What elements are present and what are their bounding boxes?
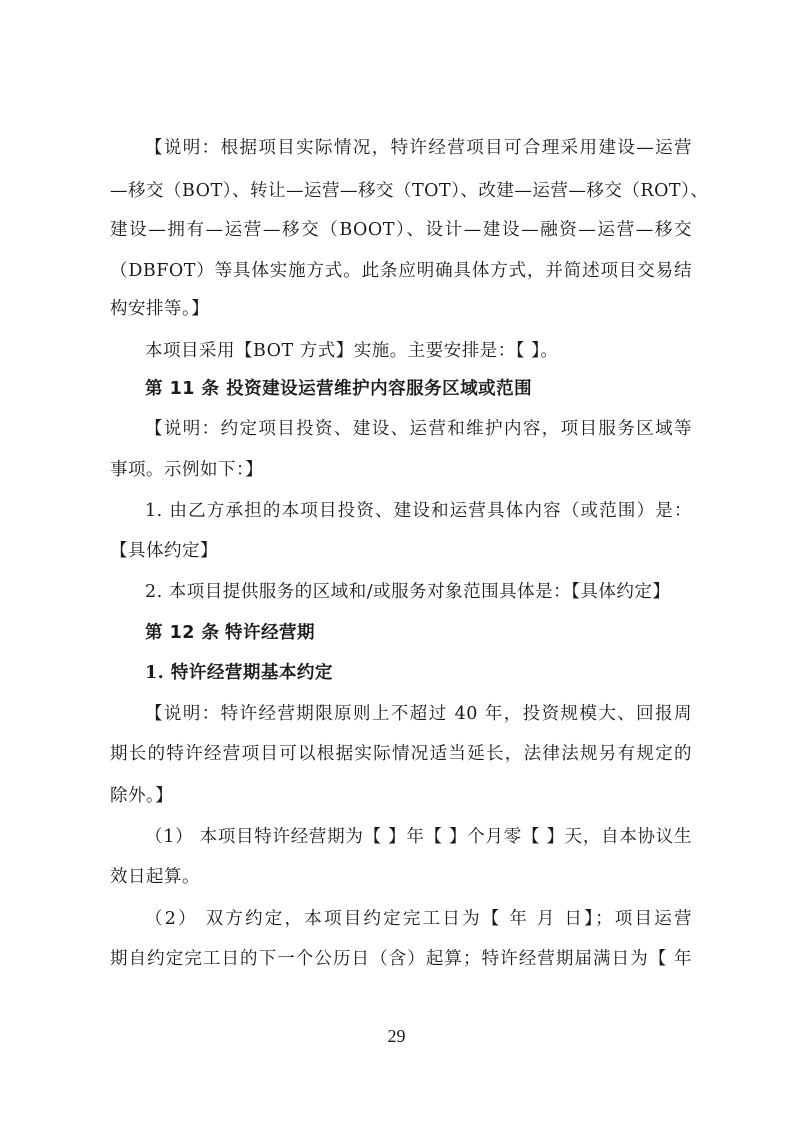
paragraph-line: 【说明：特许经营期限原则上不超过 40 年，投资规模大、回报周: [145, 704, 692, 724]
article-11-heading: 第 11 条 投资建设运营维护内容服务区域或范围: [145, 379, 533, 399]
paragraph-line: 期自约定完工日的下一个公历日（含）起算；特许经营期届满日为【 年: [110, 949, 692, 969]
page-number: 29: [387, 1026, 406, 1046]
subsection-heading: 1. 特许经营期基本约定: [145, 663, 333, 683]
paragraph-line: （1） 本项目特许经营期为【 】年【 】个月零【 】天，自本协议生: [145, 827, 692, 847]
paragraph-line: 【说明：根据项目实际情况，特许经营项目可合理采用建设—运营: [145, 138, 692, 158]
article-12-number: 第 12 条: [145, 623, 220, 643]
paragraph-line: —移交（BOT）、转让—运营—移交（TOT）、改建—运营—移交（ROT）、: [110, 181, 709, 201]
paragraph-line: 除外。】: [110, 786, 174, 806]
paragraph-line: 效日起算。: [110, 867, 200, 887]
paragraph-line: （DBFOT）等具体实施方式。此条应明确具体方式，并简述项目交易结: [110, 261, 692, 281]
paragraph-line: 2. 本项目提供服务的区域和/或服务对象范围具体是：【具体约定】: [145, 582, 671, 602]
paragraph-line: 建设—拥有—运营—移交（BOOT）、设计—建设—融资—运营—移交: [110, 220, 692, 240]
paragraph-line: 【具体约定】: [110, 541, 218, 561]
article-12-heading: [145, 617, 692, 649]
paragraph-line: 【说明：约定项目投资、建设、运营和维护内容，项目服务区域等: [145, 419, 692, 439]
article-12-title: 特许经营期: [225, 623, 315, 643]
paragraph-line: 构安排等。】: [110, 299, 210, 319]
paragraph-line: 期长的特许经营项目可以根据实际情况适当延长，法律法规另有规定的: [110, 744, 692, 764]
paragraph-line: 1. 由乙方承担的本项目投资、建设和运营具体内容（或范围）是：: [145, 501, 692, 521]
paragraph-line: 事项。示例如下：】: [110, 460, 264, 480]
paragraph-line: （2） 双方约定，本项目约定完工日为【 年 月 日】；项目运营: [145, 909, 692, 929]
paragraph-line: 本项目采用【BOT 方式】实施。主要安排是：【 】。: [145, 341, 559, 361]
